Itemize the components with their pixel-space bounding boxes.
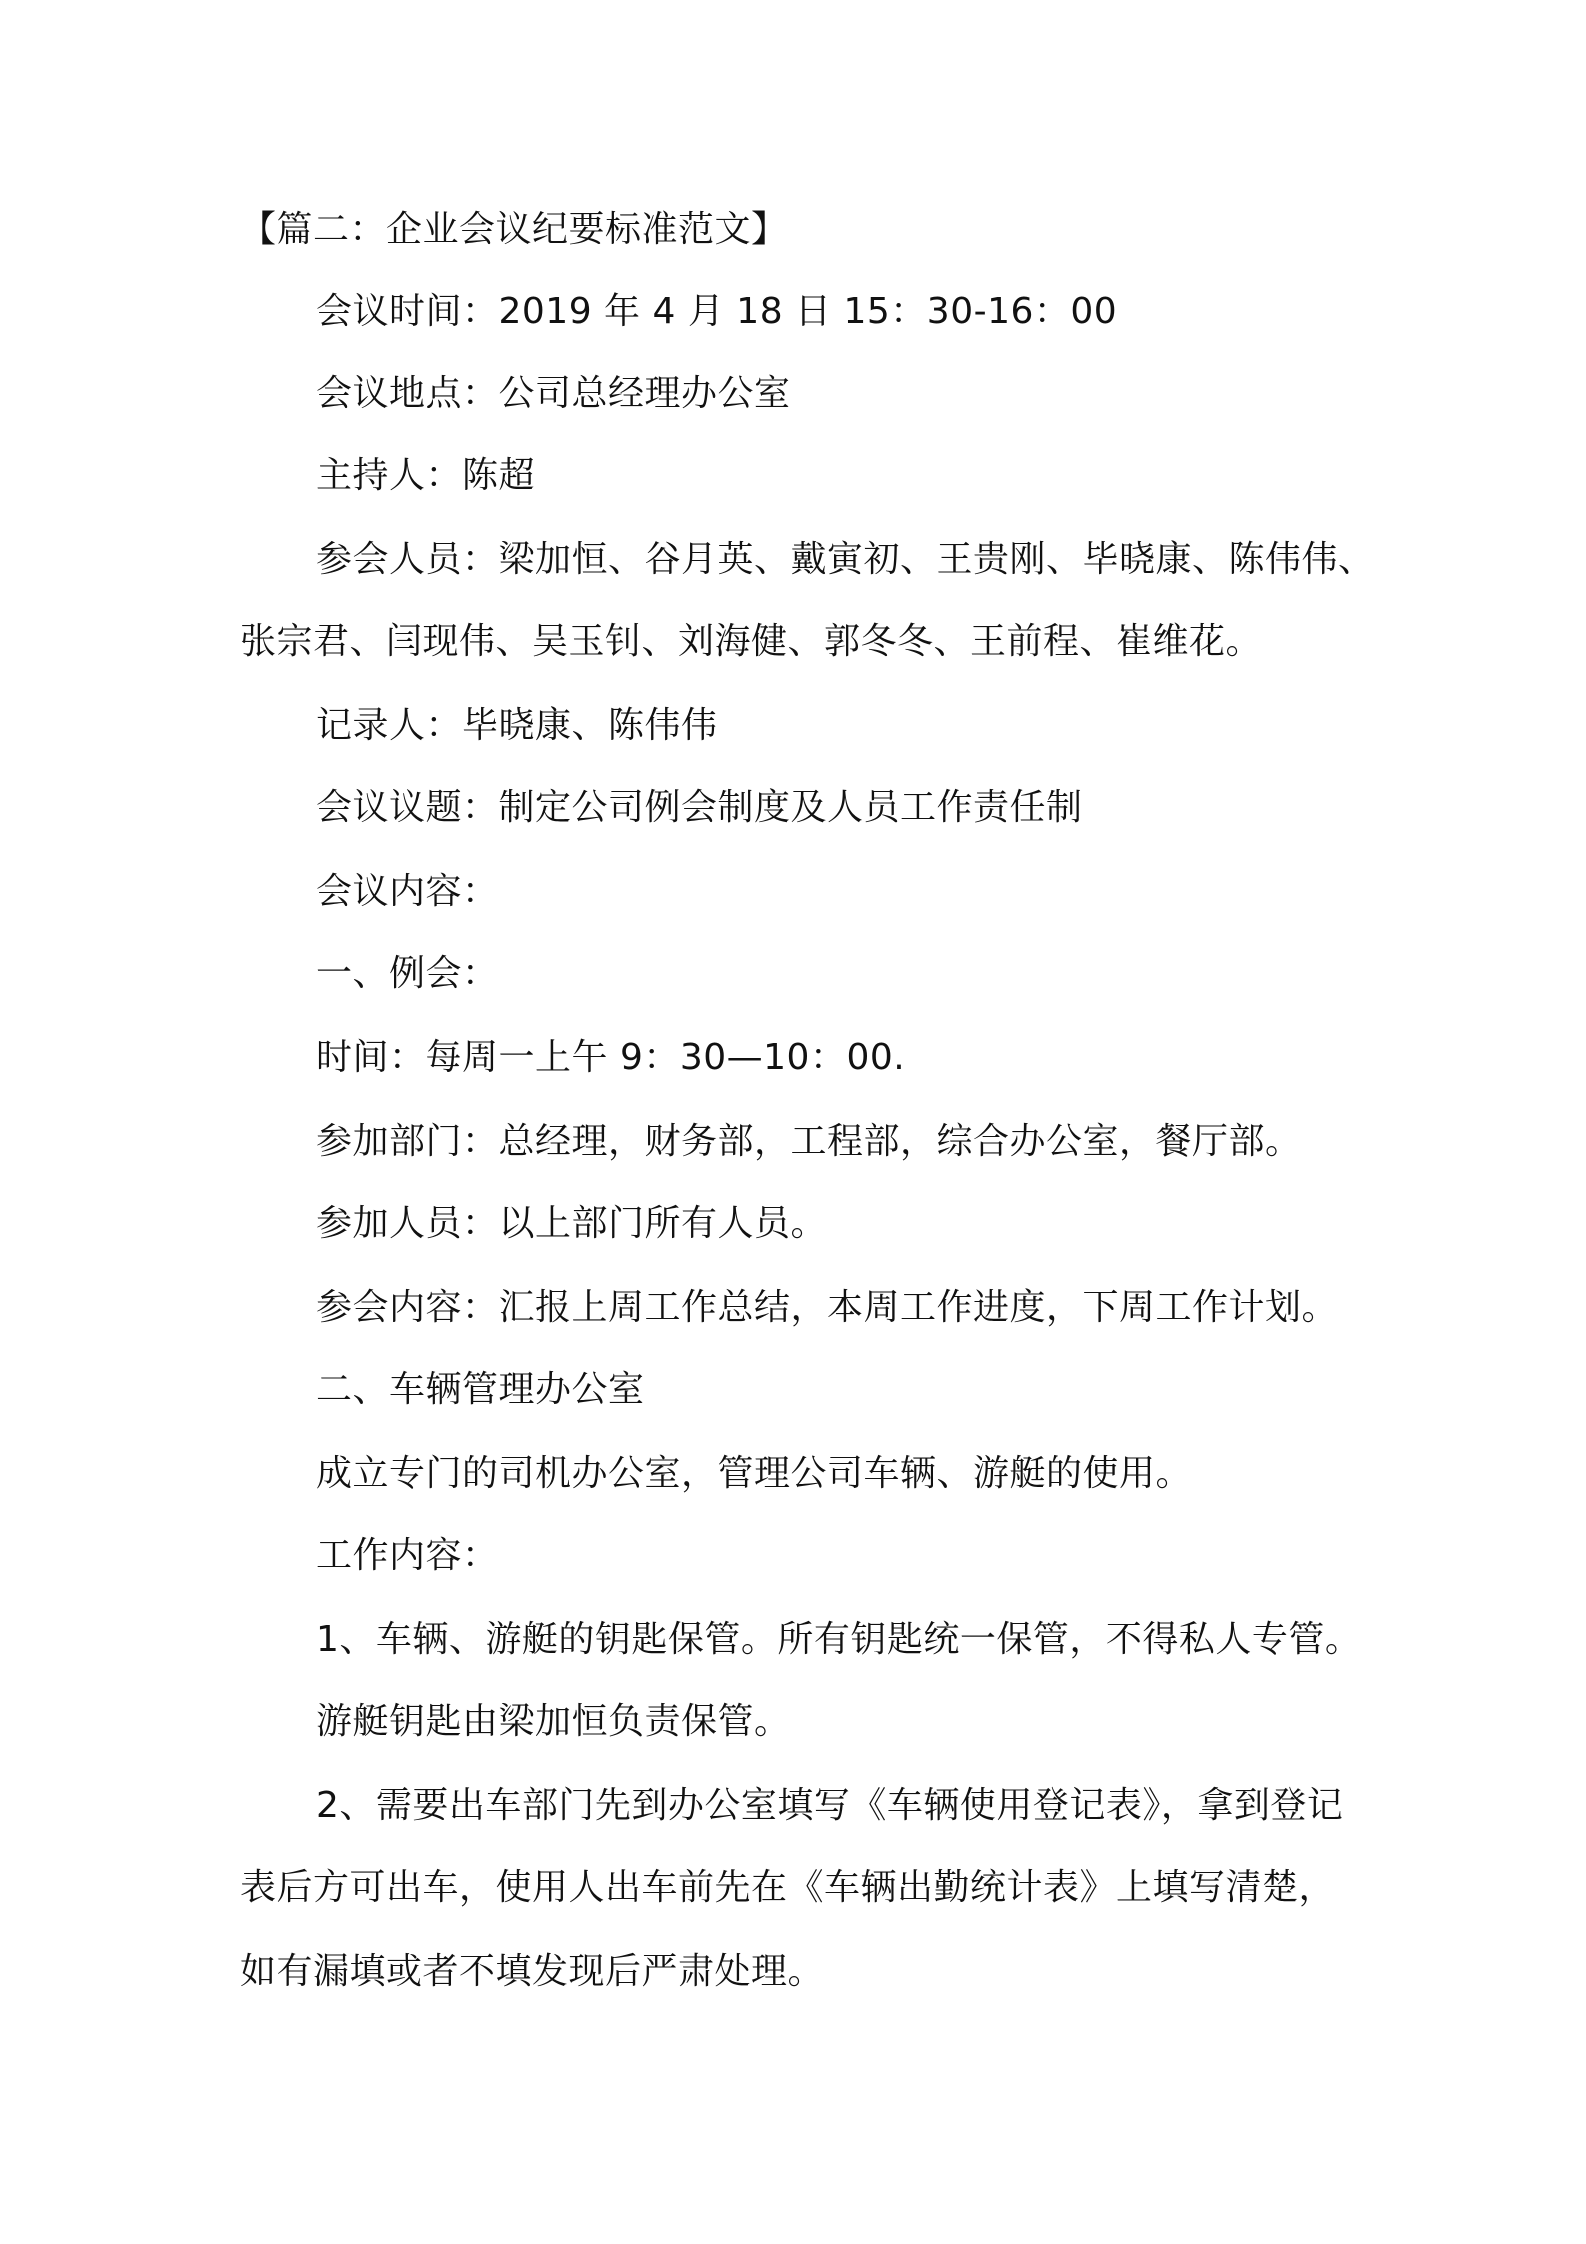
content-label: 会议内容： <box>316 871 499 912</box>
meeting-topic: 会议议题：制定公司例会制度及人员工作责任制 <box>316 787 1083 828</box>
section-1-time: 时间：每周一上午 9：30—10：00. <box>316 1037 906 1078</box>
item-2-line-2: 表后方可出车，使用人出车前先在《车辆出勤统计表》上填写清楚， <box>240 1867 1336 1908</box>
section-1-people: 参加人员：以上部门所有人员。 <box>316 1203 828 1244</box>
item-1-line-2: 游艇钥匙由梁加恒负责保管。 <box>316 1701 791 1742</box>
item-1-line-1: 1、车辆、游艇的钥匙保管。所有钥匙统一保管，不得私人专管。 <box>316 1619 1362 1660</box>
section-1-departments: 参加部门：总经理，财务部，工程部，综合办公室，餐厅部。 <box>316 1121 1302 1162</box>
section-1-title: 一、例会： <box>316 953 499 994</box>
attendees-line-1: 参会人员：梁加恒、谷月英、戴寅初、王贵刚、毕晓康、陈伟伟、 <box>316 539 1375 580</box>
meeting-time: 会议时间：2019 年 4 月 18 日 15：30-16：00 <box>316 291 1118 332</box>
item-2-line-3: 如有漏填或者不填发现后严肃处理。 <box>240 1951 825 1992</box>
attendees-line-2: 张宗君、闫现伟、吴玉钊、刘海健、郭冬冬、王前程、崔维花。 <box>240 621 1263 662</box>
document-heading: 【篇二：企业会议纪要标准范文】 <box>240 209 788 250</box>
recorder: 记录人：毕晓康、陈伟伟 <box>316 705 718 746</box>
meeting-host: 主持人：陈超 <box>316 455 536 496</box>
section-2-intro: 成立专门的司机办公室，管理公司车辆、游艇的使用。 <box>316 1453 1193 1494</box>
meeting-place: 会议地点：公司总经理办公室 <box>316 373 791 414</box>
section-1-content: 参会内容：汇报上周工作总结，本周工作进度，下周工作计划。 <box>316 1287 1339 1328</box>
item-2-line-1: 2、需要出车部门先到办公室填写《车辆使用登记表》，拿到登记 <box>316 1785 1344 1826</box>
section-2-title: 二、车辆管理办公室 <box>316 1369 645 1410</box>
section-2-work-label: 工作内容： <box>316 1535 499 1576</box>
